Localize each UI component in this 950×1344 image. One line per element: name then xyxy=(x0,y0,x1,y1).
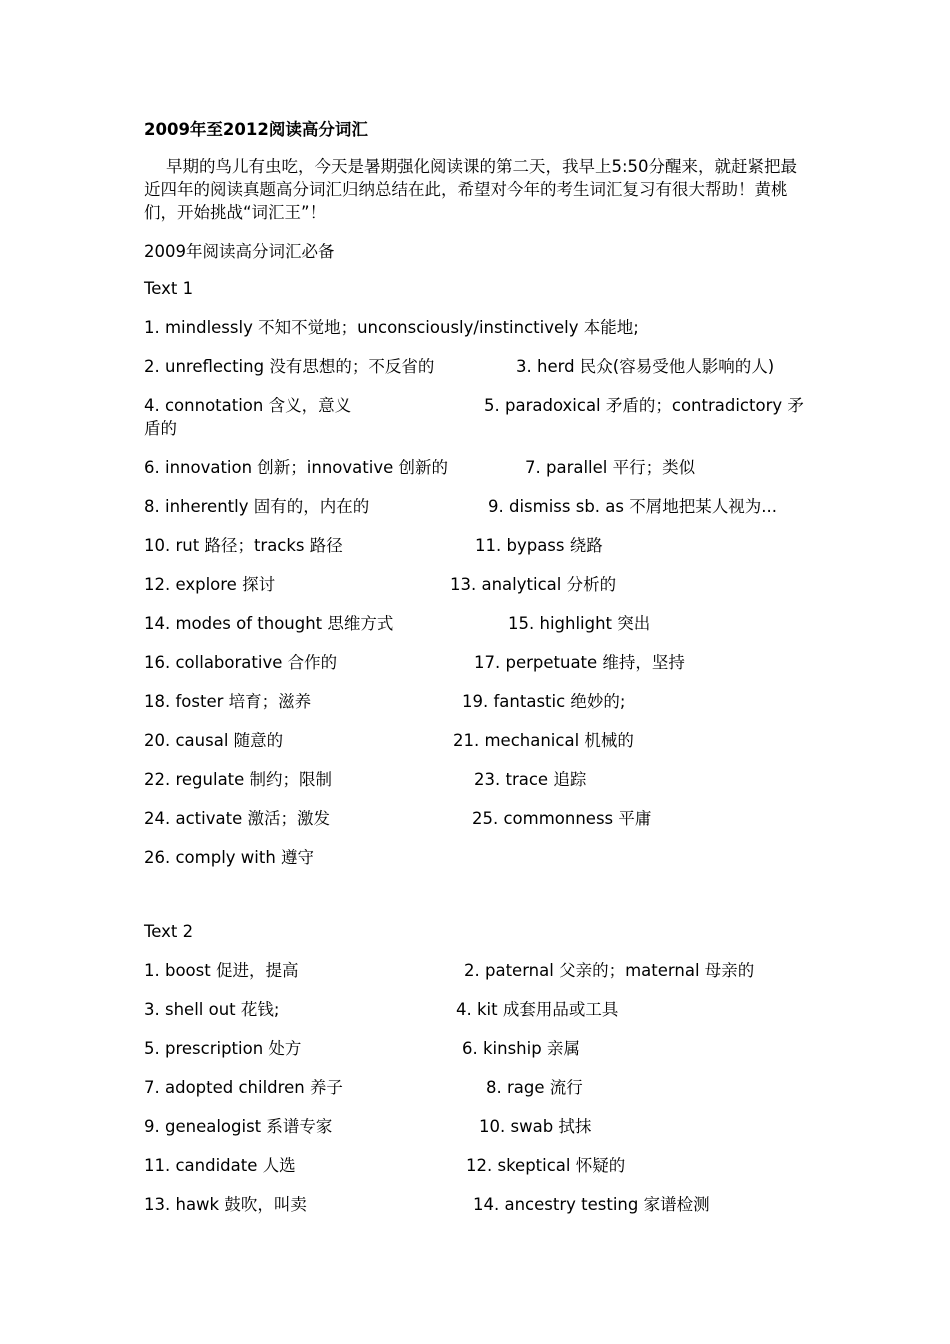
list-item: 5. paradoxical 矛盾的；contradictory 矛盾的 xyxy=(144,396,804,438)
list-item: 8. inherently 固有的，内在的 xyxy=(144,497,370,516)
list-item: 3. shell out 花钱; xyxy=(144,1000,280,1019)
list-item: 17. perpetuate 维持，坚持 xyxy=(474,653,685,672)
list-item: 5. prescription 处方 xyxy=(144,1039,302,1058)
list-item: 1. mindlessly 不知不觉地；unconsciously/instinctively 本能地; xyxy=(144,318,639,337)
text1-heading: Text 1 xyxy=(144,279,194,298)
list-item: 21. mechanical 机械的 xyxy=(453,731,634,750)
list-item: 16. collaborative 合作的 xyxy=(144,653,338,672)
list-item: 2. unreflecting 没有思想的；不反省的 xyxy=(144,357,435,376)
list-item: 9. dismiss sb. as 不屑地把某人视为... xyxy=(488,497,777,516)
list-item: 12. explore 探讨 xyxy=(144,575,276,594)
list-item: 19. fantastic 绝妙的; xyxy=(462,692,626,711)
list-item: 14. modes of thought 思维方式 xyxy=(144,614,394,633)
intro-paragraph: 早期的鸟儿有虫吃，今天是暑期强化阅读课的第二天，我早上5:50分醒来，就赶紧把最近四年的阅读真题高分词汇归纳总结在此，希望对今年的考生词汇复习有很大帮助！黄桃们，开始挑战“词汇王”！ xyxy=(144,157,798,222)
list-item: 13. analytical 分析的 xyxy=(450,575,617,594)
list-item: 1. boost 促进，提高 xyxy=(144,961,299,980)
list-item: 25. commonness 平庸 xyxy=(472,809,652,828)
document-title: 2009年至2012阅读高分词汇 xyxy=(144,120,368,139)
list-item: 26. comply with 遵守 xyxy=(144,848,315,867)
list-item: 4. kit 成套用品或工具 xyxy=(456,1000,619,1019)
list-item: 14. ancestry testing 家谱检测 xyxy=(473,1195,710,1214)
list-item: 4. connotation 含义，意义 xyxy=(144,396,352,415)
list-item: 9. genealogist 系谱专家 xyxy=(144,1117,333,1136)
list-item: 3. herd 民众(容易受他人影响的人) xyxy=(516,357,775,376)
list-item: 24. activate 激活；激发 xyxy=(144,809,330,828)
text2-heading: Text 2 xyxy=(144,922,194,941)
list-item: 10. swab 拭抹 xyxy=(479,1117,592,1136)
list-item: 2. paternal 父亲的；maternal 母亲的 xyxy=(464,961,755,980)
list-item: 15. highlight 突出 xyxy=(508,614,651,633)
list-item: 10. rut 路径；tracks 路径 xyxy=(144,536,343,555)
list-item: 22. regulate 制约；限制 xyxy=(144,770,333,789)
section-heading: 2009年阅读高分词汇必备 xyxy=(144,242,335,261)
list-item: 12. skeptical 怀疑的 xyxy=(466,1156,626,1175)
list-item: 11. candidate 人选 xyxy=(144,1156,296,1175)
list-item: 11. bypass 绕路 xyxy=(475,536,603,555)
list-item: 8. rage 流行 xyxy=(486,1078,583,1097)
list-item: 18. foster 培育；滋养 xyxy=(144,692,312,711)
list-item: 6. innovation 创新；innovative 创新的 xyxy=(144,458,448,477)
list-item: 20. causal 随意的 xyxy=(144,731,284,750)
list-item: 6. kinship 亲属 xyxy=(462,1039,580,1058)
list-item: 13. hawk 鼓吹，叫卖 xyxy=(144,1195,307,1214)
list-item: 7. parallel 平行；类似 xyxy=(525,458,696,477)
list-item: 23. trace 追踪 xyxy=(474,770,587,789)
list-item: 7. adopted children 养子 xyxy=(144,1078,343,1097)
